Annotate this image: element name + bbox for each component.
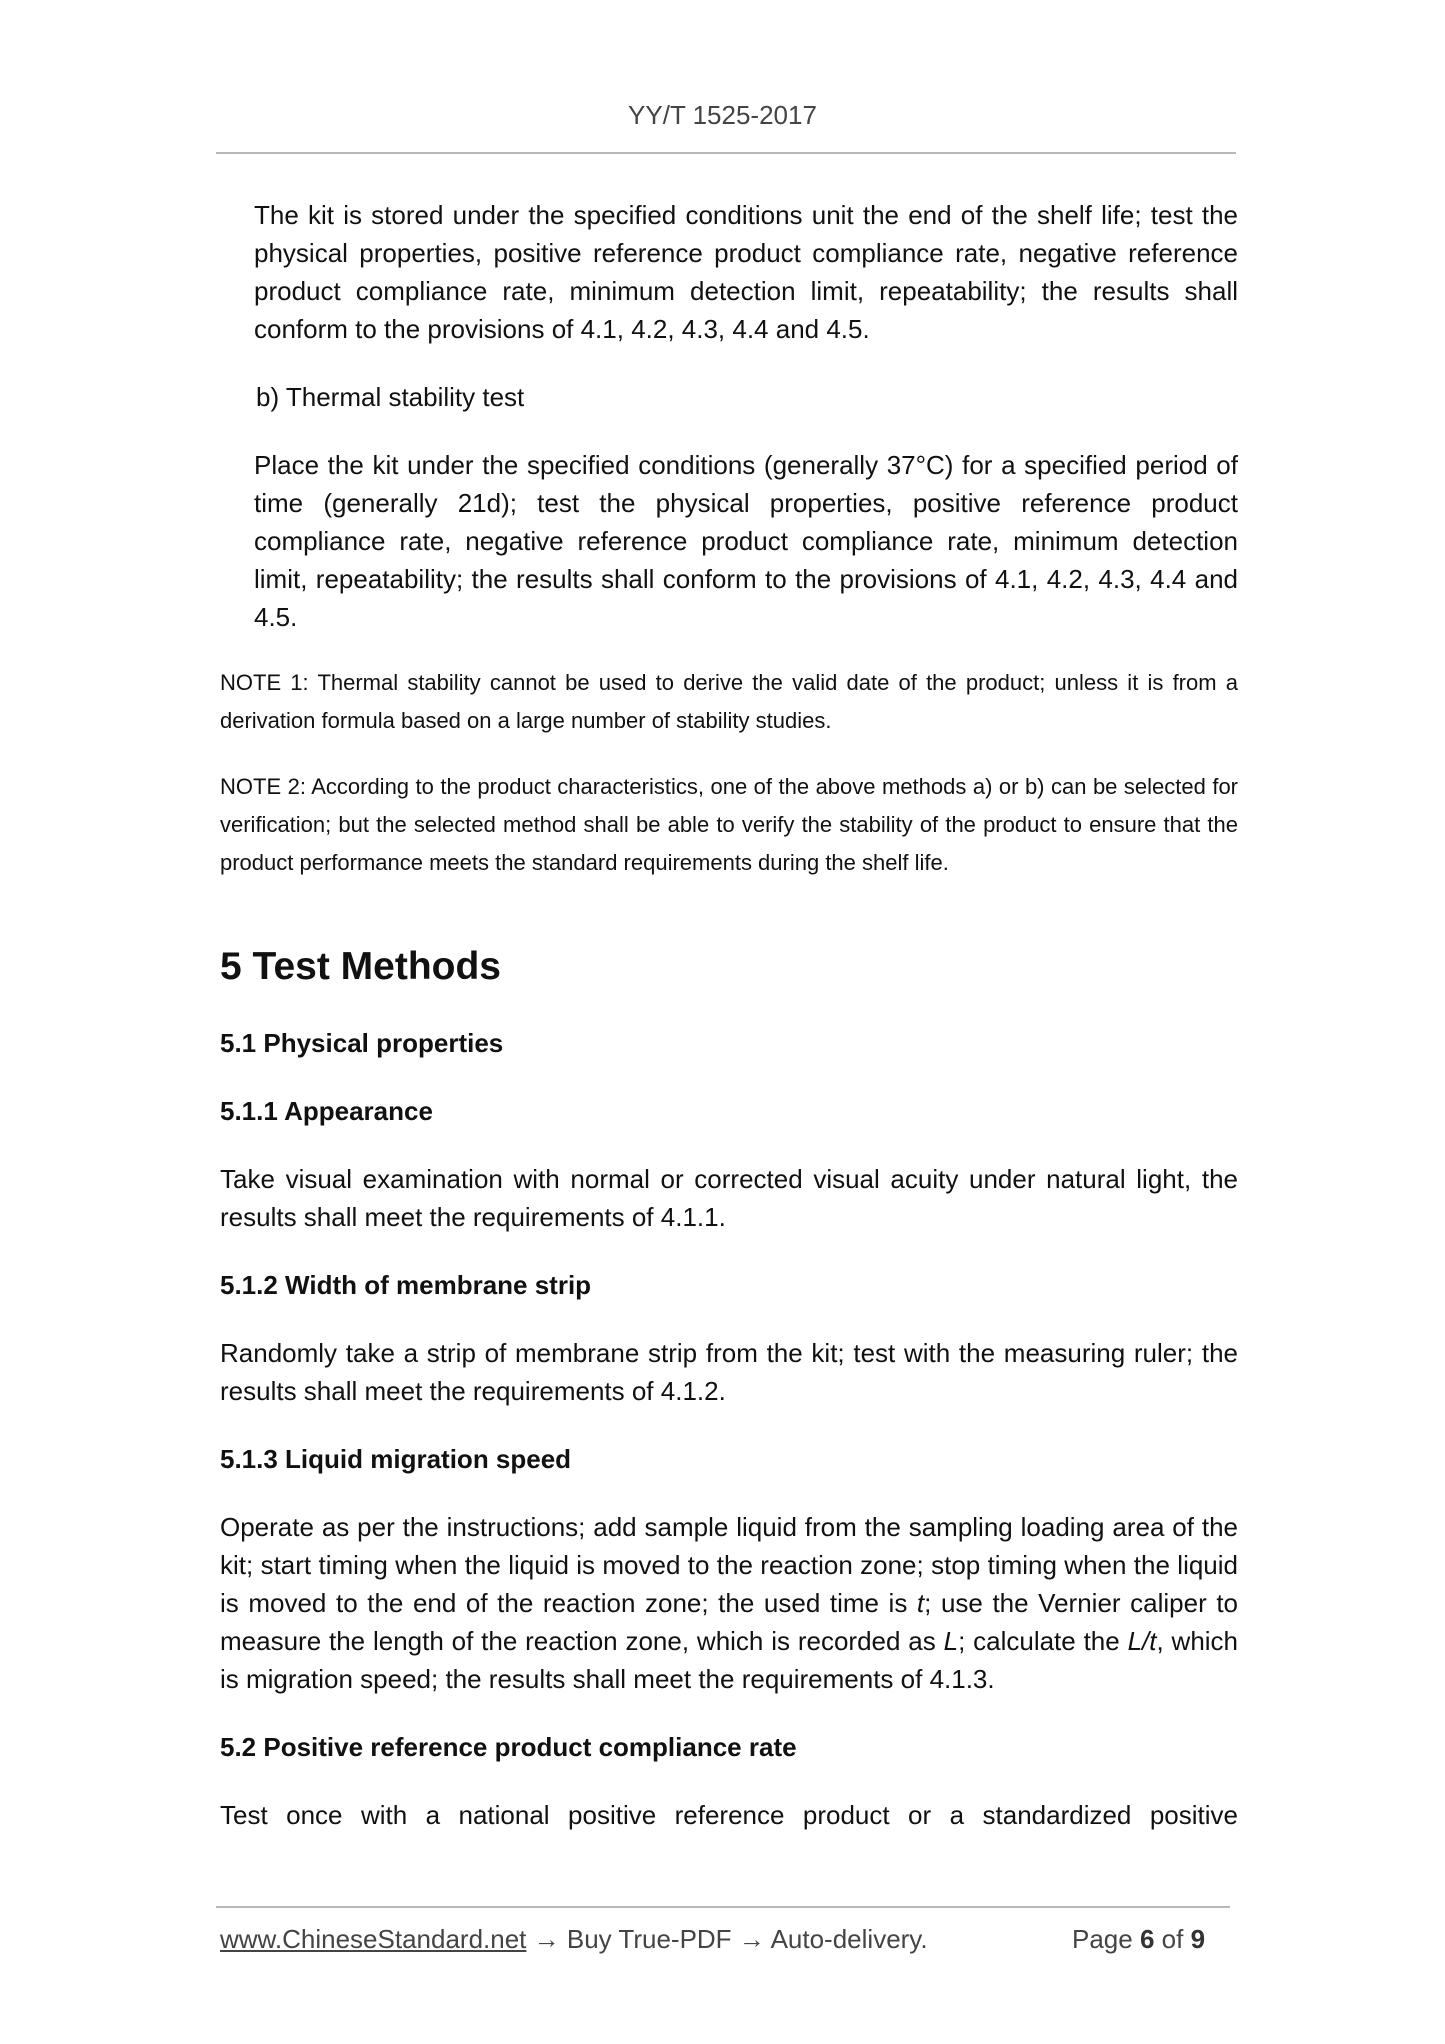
variable-t: t <box>916 1588 925 1618</box>
list-item-b: b) Thermal stability test <box>256 382 525 412</box>
variable-L: L <box>943 1626 959 1656</box>
heading-5-1: 5.1 Physical properties <box>220 1028 504 1058</box>
section-title-test-methods: 5 Test Methods <box>220 945 501 988</box>
website-link[interactable]: www.ChineseStandard.net <box>220 1924 527 1954</box>
page-content <box>220 196 1238 1834</box>
heading-5-1-1: 5.1.1 Appearance <box>220 1096 433 1126</box>
page-of-label: of <box>1161 1924 1184 1954</box>
page-total: 9 <box>1190 1924 1206 1954</box>
page-current: 6 <box>1139 1924 1155 1954</box>
page-label: Page <box>1072 1924 1133 1954</box>
paragraph-thermal-stability: Place the kit under the specified conditions (generally 37°C) for a specified period of time (generally 21d); test the physical properties, positive reference product compliance rate, negative reference product compliance rate, minimum detection limit, repeatability; the results shall conform to the provisions of 4.1, 4.2, 4.3, 4.4 and 4.5. <box>254 450 1238 632</box>
heading-5-2: 5.2 Positive reference product compliance rate <box>220 1732 797 1762</box>
text-segment: , which is migration speed; the results shall meet the requirements of 4.1.3. <box>220 1626 1239 1694</box>
text-segment: ; use the Vernier caliper to measure the length of the reaction zone, which is recorded as <box>220 1588 1238 1656</box>
footer-website <box>220 1924 928 1955</box>
paragraph-shelf-life: The kit is stored under the specified conditions unit the end of the shelf life; test the physical properties, positive reference product compliance rate, negative reference product compliance rate, minimum detection limit, repeatability; the results shall conform to the provisions of 4.1, 4.2, 4.3, 4.4 and 4.5. <box>254 200 1238 344</box>
variable-L-over-t: L/t <box>1127 1626 1157 1656</box>
header-rule <box>216 152 1236 154</box>
paragraph-5-2: Test once with a national positive reference product or a standardized positive <box>220 1800 1238 1830</box>
heading-5-1-2: 5.1.2 Width of membrane strip <box>220 1270 592 1300</box>
paragraph-5-1-3 <box>220 1508 1238 1698</box>
paragraph-5-1-1: Take visual examination with normal or corrected visual acuity under natural light, the results shall meet the requirements of 4.1.1. <box>220 1164 1238 1232</box>
note-2: NOTE 2: According to the product characteristics, one of the above methods a) or b) can be selected for verification; but the selected method shall be able to verify the stability of the product to ensure that the product performance meets the standard requirements during the shelf life. <box>220 774 1238 875</box>
text-segment: Operate as per the instructions; add sample liquid from the sampling loading area of the kit; start timing when the liquid is moved to the reaction zone; stop timing when the liquid is moved to the end of the reaction zone; the used time is <box>220 1512 1238 1618</box>
heading-5-1-3: 5.1.3 Liquid migration speed <box>220 1444 572 1474</box>
note-1: NOTE 1: Thermal stability cannot be used to derive the valid date of the product; unless it is from a derivation formula based on a large number of stability studies. <box>220 670 1238 733</box>
footer-tagline: → Buy True-PDF → Auto-delivery. <box>526 1924 928 1954</box>
page-header-doc-id: YY/T 1525-2017 <box>628 100 817 130</box>
footer-rule <box>216 1906 1230 1908</box>
footer-page-number <box>1072 1924 1205 1955</box>
text-segment: ; calculate the <box>958 1626 1128 1656</box>
paragraph-5-1-2: Randomly take a strip of membrane strip from the kit; test with the measuring ruler; the results shall meet the requirements of 4.1.2. <box>220 1338 1238 1406</box>
